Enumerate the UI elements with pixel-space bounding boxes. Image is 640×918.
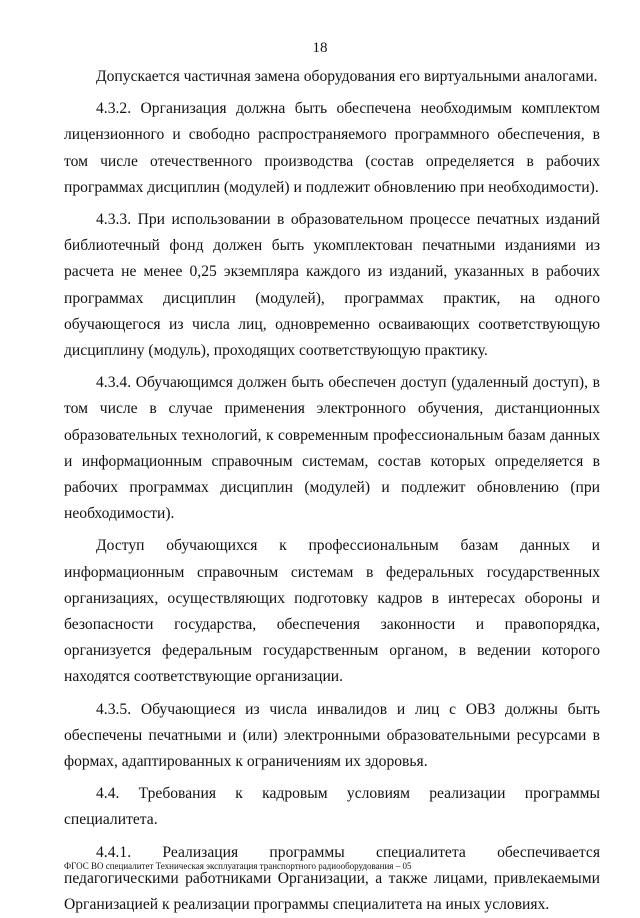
paragraph-4-3-4: 4.3.4. Обучающимся должен быть обеспечен доступ (удаленный доступ), в том числе в случае применения электронного обучения, дистанционных образовательных технологий, к современным профессиональным базам данных и информационным справочным системам, состав которых определяется в рабочих программах дисциплин (модулей) и подлежит обновлению (при необходимости). [64,374,600,523]
paragraph-4-3-2: 4.3.2. Организация должна быть обеспечена необходимым комплектом лицензионного и свободно распространяемого программного обеспечения, в том числе отечественного производства (состав определяется в рабочих программах дисциплин (модулей) и подлежит обновлению при необходимости). [64,100,600,196]
paragraph-equipment-replacement: Допускается частичная замена оборудования его виртуальными аналогами. [96,68,598,85]
paragraph-4-3-5: 4.3.5. Обучающиеся из числа инвалидов и лиц с ОВЗ должны быть обеспечены печатными и (или) электронными образовательными ресурсами в формах, адаптированных к ограничениям их здоровья. [64,700,600,771]
paragraph-4-3-3: 4.3.3. При использовании в образовательном процессе печатных изданий библиотечный фонд должен быть укомплектован печатными изданиями из расчета не менее 0,25 экземпляра каждого из изданий, указанных в рабочих программах дисциплин (модулей), программах практик, на одного обучающегося из числа лиц, одновременно осваивающих соответствующую дисциплину (модуль), проходящих соответствующую практику. [64,211,600,360]
document-body [64,64,600,918]
paragraph-4-4-1: 4.4.1. Реализация программы специалитета обеспечивается педагогическими работниками Организации, а также лицами, привлекаемыми Организацией к реализации программы специалитета на иных условиях. [64,843,600,914]
page-number: 18 [312,40,328,56]
paragraph-access: Доступ обучающихся к профессиональным базам данных и информационным справочным системам в федеральных государственных организациях, осуществляющих подготовку кадров в интересах обороны и безопасности государства, обеспечения законности и правопорядка, организуется федеральным государственным органом, в ведении которого находятся соответствующие организации. [64,537,600,686]
page-footer: ФГОС ВО специалитет Техническая эксплуатация транспортного радиооборудования – 05 [64,861,412,871]
paragraph-4-4: 4.4. Требования к кадровым условиям реализации программы специалитета. [64,785,600,829]
